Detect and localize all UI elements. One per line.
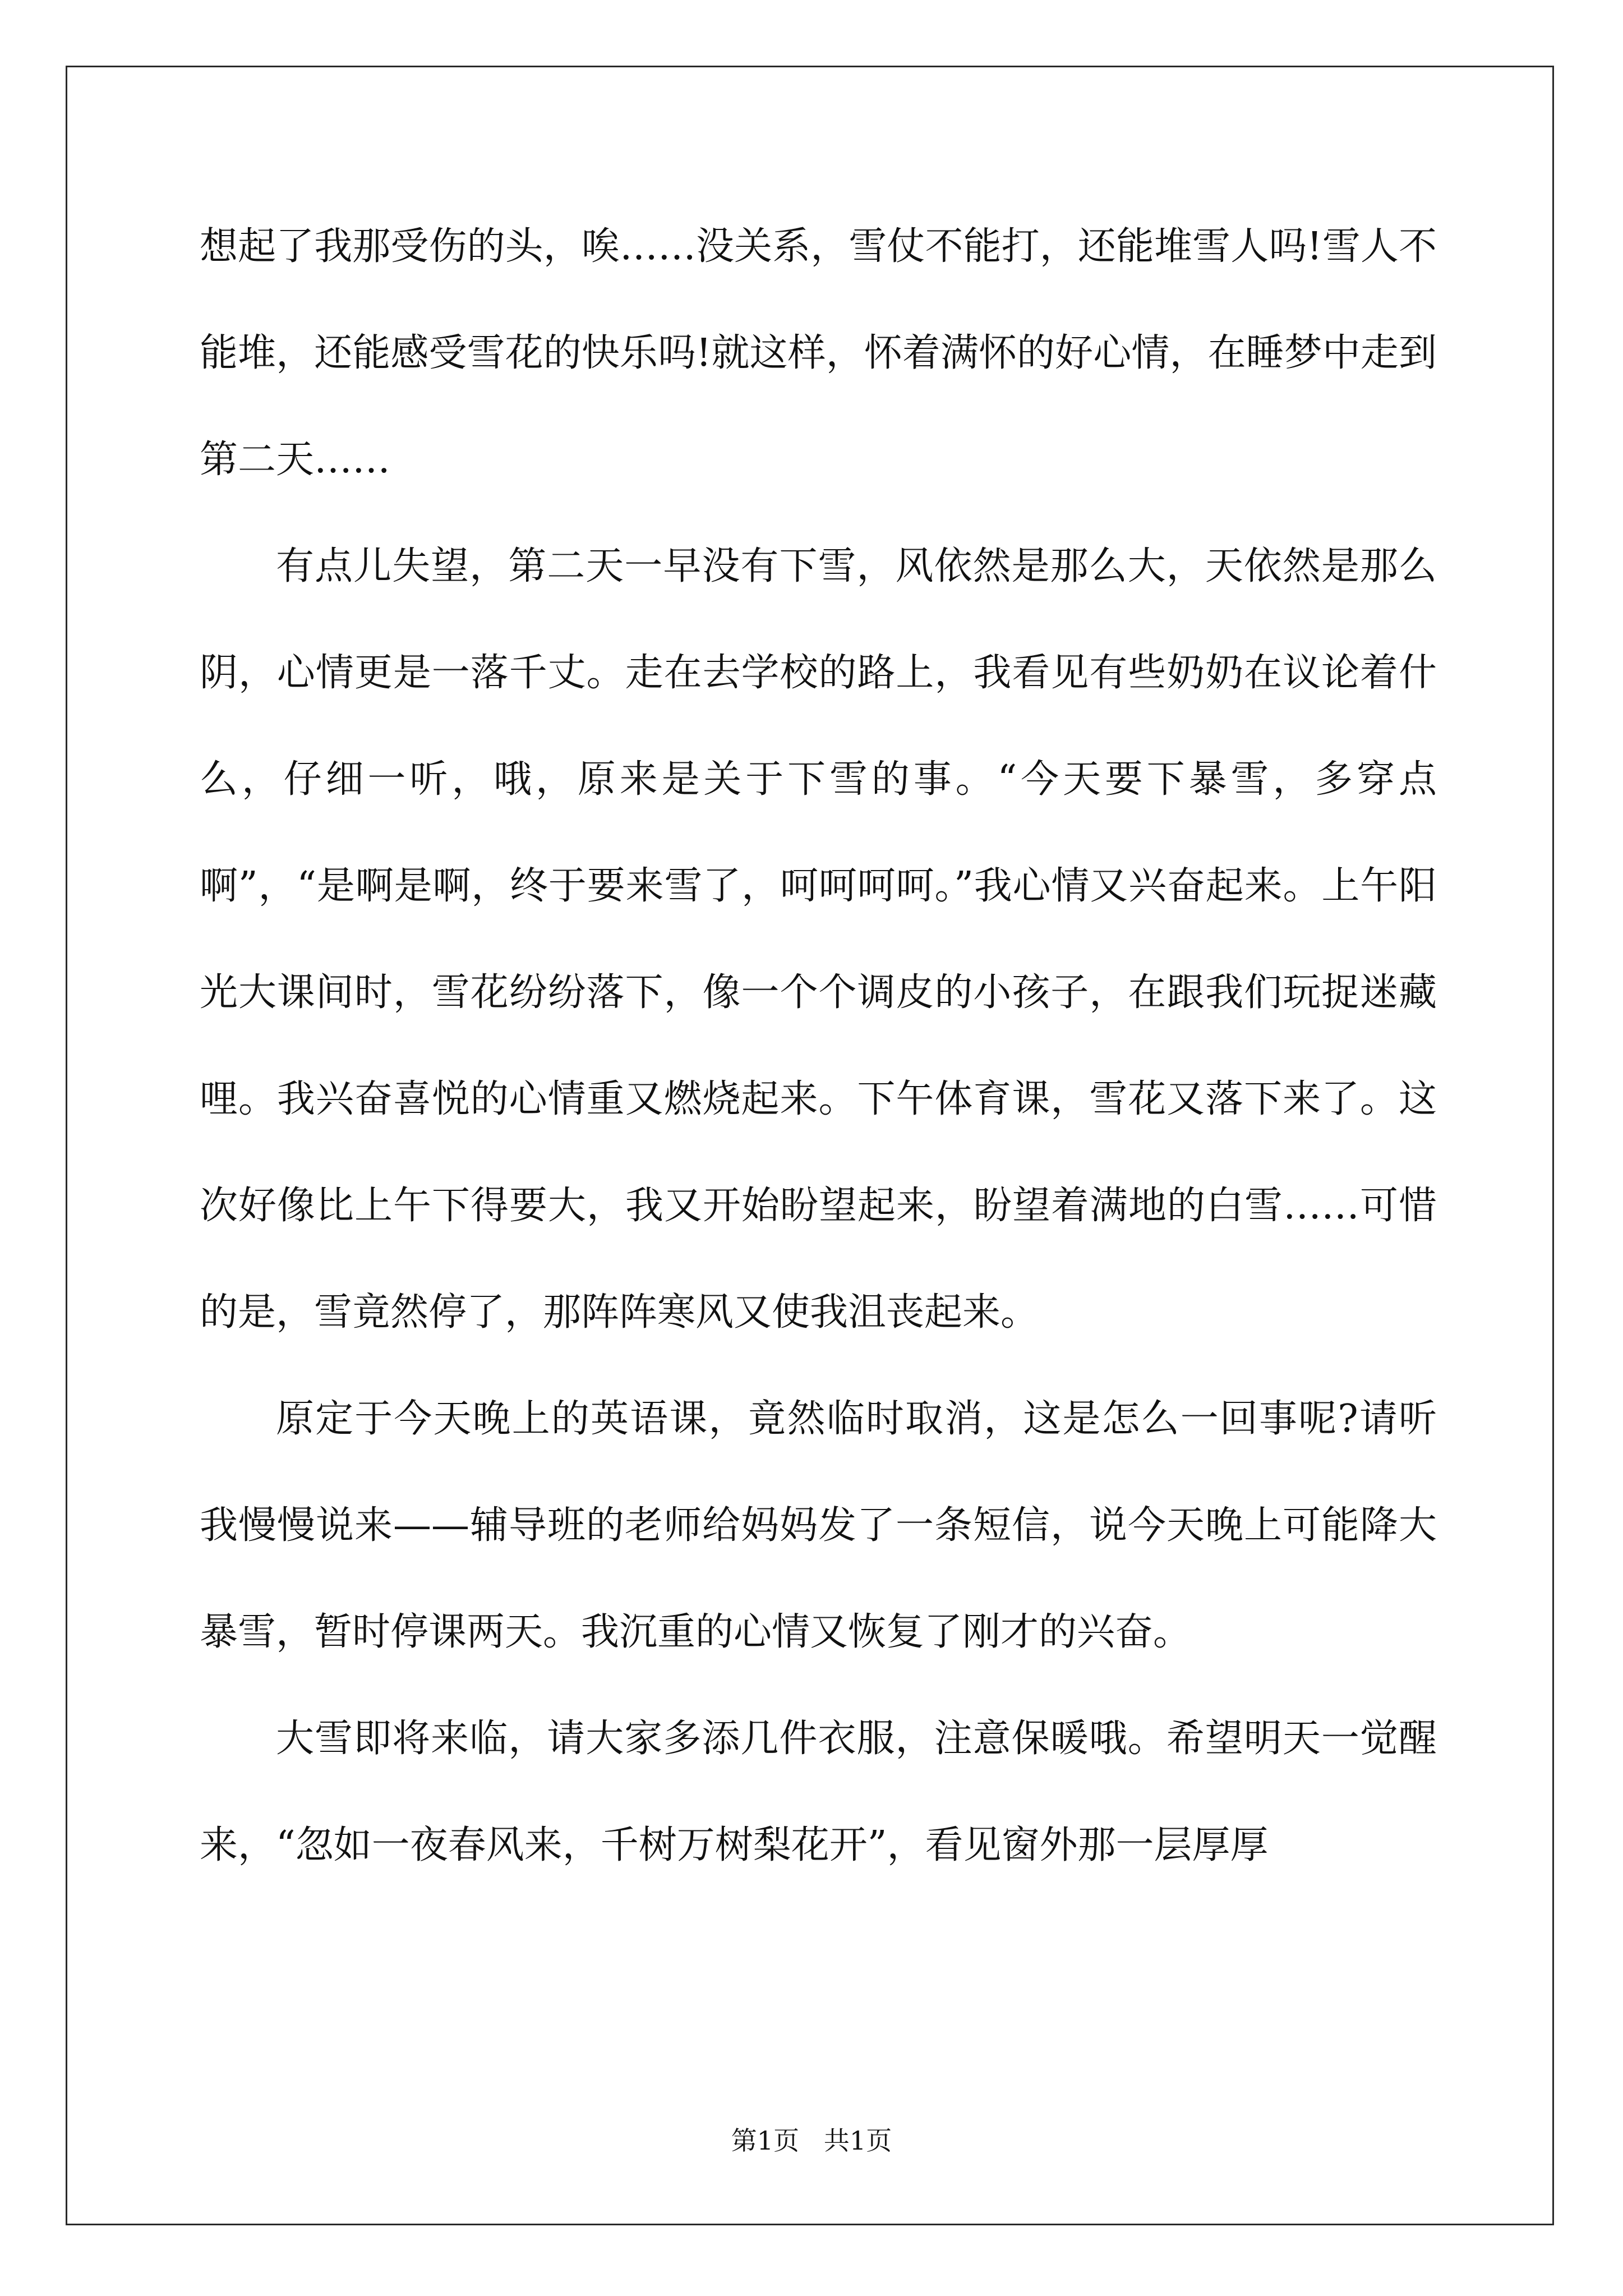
paragraph-3: 原定于今天晚上的英语课，竟然临时取消，这是怎么一回事呢?请听我慢慢说来——辅导班的老师给妈妈发了一条短信，说今天晚上可能降大暴雪，暂时停课两天。我沉重的心情又恢复了刚才的兴奋。 xyxy=(200,1397,1437,1654)
page-number-footer: 第1页 共1页 xyxy=(731,2125,892,2156)
document-body xyxy=(200,194,1437,1899)
paragraph-1: 想起了我那受伤的头，唉……没关系，雪仗不能打，还能堆雪人吗!雪人不能堆，还能感受雪花的快乐吗!就这样，怀着满怀的好心情，在睡梦中走到第二天…… xyxy=(200,224,1437,482)
paragraph-4: 大雪即将来临，请大家多添几件衣服，注意保暖哦。希望明天一觉醒来，“忽如一夜春风来，千树万树梨花开”，看见窗外那一层厚厚 xyxy=(200,1717,1437,1867)
paragraph-2: 有点儿失望，第二天一早没有下雪，风依然是那么大，天依然是那么阴，心情更是一落千丈。走在去学校的路上，我看见有些奶奶在议论着什么，仔细一听，哦，原来是关于下雪的事。“今天要下暴雪，多穿点啊”，“是啊是啊，终于要来雪了，呵呵呵呵。”我心情又兴奋起来。上午阳光大课间时，雪花纷纷落下，像一个个调皮的小孩子，在跟我们玩捉迷藏哩。我兴奋喜悦的心情重又燃烧起来。下午体育课，雪花又落下来了。这次好像比上午下得要大，我又开始盼望起来，盼望着满地的白雪……可惜的是，雪竟然停了，那阵阵寒风又使我沮丧起来。 xyxy=(200,544,1437,1335)
